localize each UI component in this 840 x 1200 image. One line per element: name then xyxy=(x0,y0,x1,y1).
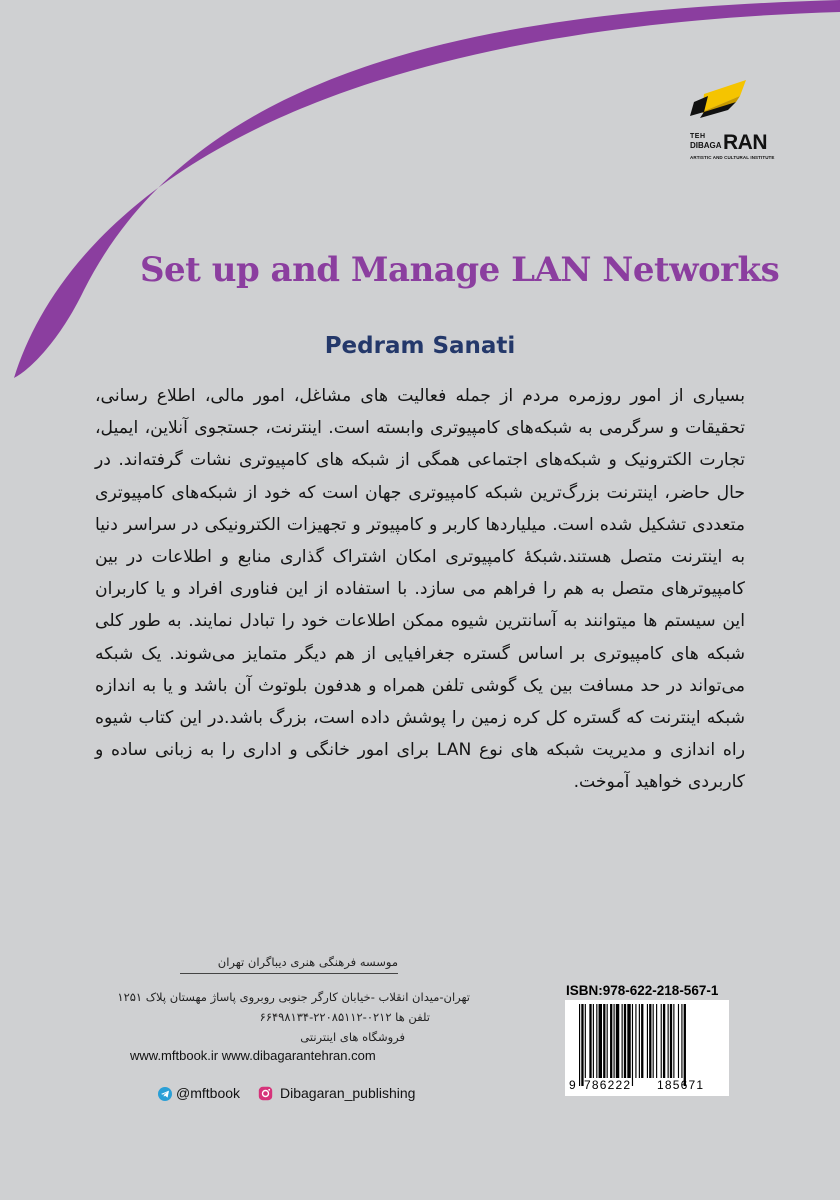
barcode-bar xyxy=(585,1004,586,1078)
barcode-bar xyxy=(603,1004,605,1078)
telegram-icon[interactable] xyxy=(158,1087,172,1101)
barcode-bar xyxy=(673,1004,674,1078)
barcode-bar xyxy=(678,1004,679,1078)
barcode-bar xyxy=(596,1004,597,1078)
online-stores-label: فروشگاه های اینترنتی xyxy=(300,1030,405,1044)
barcode-bar xyxy=(684,1004,686,1086)
barcode-bar xyxy=(593,1004,594,1078)
barcode-bar xyxy=(614,1004,615,1078)
barcode-bar xyxy=(616,1004,619,1078)
barcode-bar xyxy=(589,1004,591,1078)
instagram-icon[interactable] xyxy=(258,1086,273,1101)
barcode-bar xyxy=(581,1004,583,1086)
barcode-digit-first: 9 xyxy=(569,1078,576,1092)
logo-dibaga: DIBAGA xyxy=(690,141,722,150)
logo-ran: RAN xyxy=(723,131,767,154)
barcode-bar xyxy=(668,1004,669,1078)
barcode-bar xyxy=(681,1004,682,1078)
barcode-bar xyxy=(670,1004,672,1078)
book-author: Pedram Sanati xyxy=(324,333,516,359)
publisher-name: موسسه فرهنگی هنری دیباگران تهران xyxy=(180,955,398,974)
publisher-phone: تلفن ها ۰۲۱۲-۲۲۰۸۵۱۱۲-۶۶۴۹۸۱۳۴ xyxy=(259,1010,430,1024)
barcode-bar xyxy=(627,1004,630,1078)
barcode-bar xyxy=(622,1004,623,1078)
barcode-bar xyxy=(663,1004,665,1078)
logo-teh: TEH xyxy=(690,133,706,140)
barcode-bar xyxy=(653,1004,654,1078)
publisher-address: تهران-میدان انقلاب -خیابان کارگر جنوبی روبروی پاساژ مهستان پلاک ۱۲۵۱ xyxy=(117,990,470,1004)
barcode-bar xyxy=(579,1004,580,1086)
barcode-bar xyxy=(624,1004,626,1078)
barcode-bar xyxy=(610,1004,612,1078)
publisher-websites[interactable]: www.mftbook.ir www.dibagarantehran.com xyxy=(130,1048,376,1063)
instagram-handle[interactable]: Dibagaran_publishing xyxy=(280,1085,416,1101)
barcode-bar xyxy=(649,1004,651,1078)
book-title: Set up and Manage LAN Networks xyxy=(140,250,780,290)
barcode-bar xyxy=(656,1004,657,1078)
barcode-bar xyxy=(632,1004,633,1086)
book-description: بسیاری از امور روزمره مردم از جمله فعالیت های مشاغل، امور مالی، اطلاع رسانی، تحقیقات و سرگرمی به شبکه‌های کامپیوتری وابسته است. اینترنت، جستجوی آنلاین، ایمیل، تجارت الکترونیک و شبکه‌های اجتماعی همگی از شبکه های کامپیوتری نشات گرفته‌اند. در حال حاضر، اینترنت بزرگ‌ترین شبکه کامپیوتری جهان است که خود از شبکه‌های کامپیوتری متعددی تشکیل شده است. میلیاردها کاربر و کامپیوتر و تجهیزات الکترونیکی در سراسر دنیا به اینترنت متصل هستند.شبکهٔ کامپیوتری امکان اشتراک گذاری منابع و اطلاعات در بین کامپیوترهای متصل به هم را فراهم می سازد. با استفاده از این فناوری افراد و یا کاربران این سیستم ها میتوانند به آسانترین شیوه ممکن اطلاعات خود را تبادل نمایند. به طور کلی شبکه های کامپیوتری بر اساس گستره جغرافیایی از هم دیگر متمایز می‌شوند. یک شبکه می‌تواند در حد مسافت بین یک گوشی تلفن همراه و هدفون بلوتوث آن باشد و یا به اندازه شبکه اینترنت که گستره کل کره زمین را پوشش داده است، بزرگ باشد.در این کتاب شیوه راه اندازی و مدیریت شبکه های نوع LAN برای امور خانگی و اداری را به زبانی ساده و کاربردی خواهید آموخت. xyxy=(95,386,745,793)
logo-subtitle: ARTISTIC AND CULTURAL INSTITUTE xyxy=(690,155,775,160)
barcode-bar xyxy=(641,1004,643,1078)
barcode-group-right: 185671 xyxy=(657,1078,705,1092)
barcode-bar xyxy=(599,1004,602,1078)
barcode-bar xyxy=(661,1004,662,1078)
barcode-bar xyxy=(639,1004,640,1078)
barcode-bar xyxy=(607,1004,608,1078)
isbn-label: ISBN:978-622-218-567-1 xyxy=(566,983,719,998)
barcode-bar xyxy=(635,1004,636,1078)
barcode-bar xyxy=(647,1004,648,1078)
telegram-handle[interactable]: @mftbook xyxy=(176,1085,241,1101)
barcode-group-left: 786222 xyxy=(584,1078,632,1092)
